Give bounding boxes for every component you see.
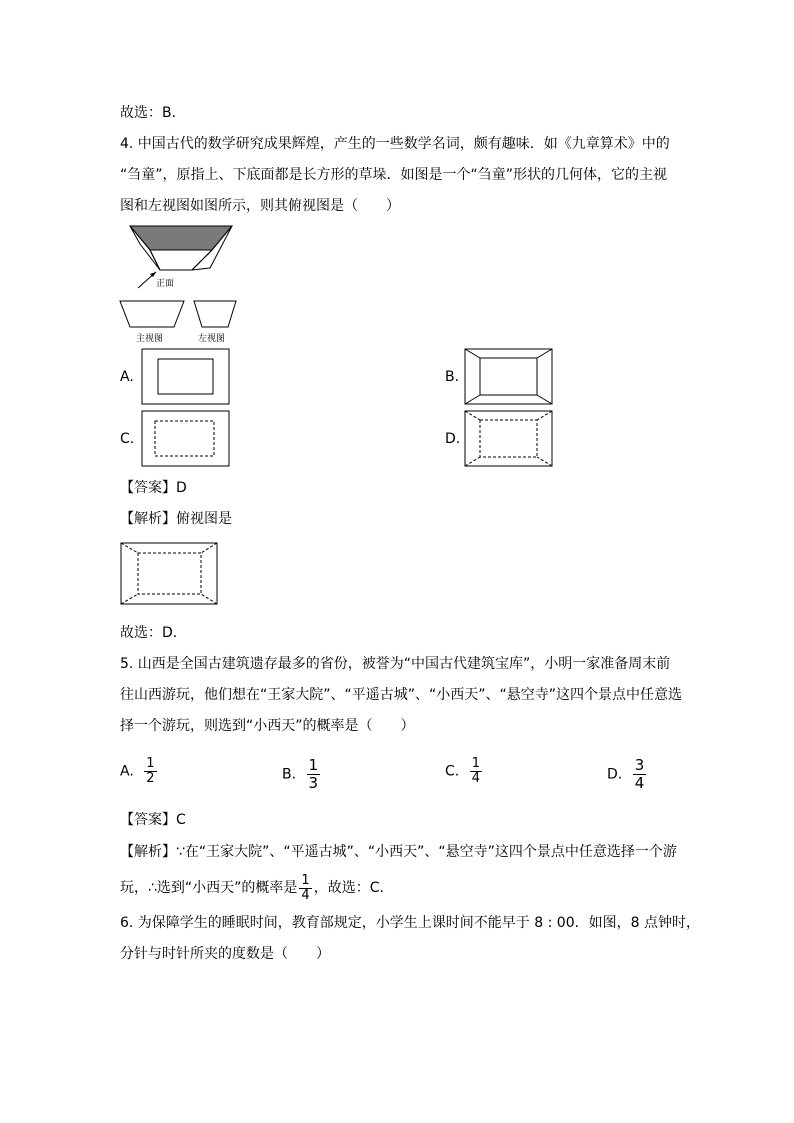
q5-option-a-label: A. (120, 763, 134, 780)
q5-option-d-label: D. (607, 766, 623, 783)
q5-option-c-label: C. (445, 763, 460, 780)
fraction-denominator: 4 (471, 771, 480, 786)
fraction-denominator: 3 (308, 774, 319, 792)
q5-stem-line-3: 择一个游玩，则选到“小西天”的概率是（ ） (120, 718, 415, 734)
q5-option-b (282, 757, 320, 792)
q3-conclusion: 故选：B． (120, 105, 186, 121)
q5-analysis-fraction (299, 874, 311, 903)
q5-option-c-fraction (470, 757, 482, 786)
main-view-figure (120, 300, 190, 330)
q5-analysis-text-pre: 玩，∴选到“小西天”的概率是 (120, 880, 298, 896)
fraction-denominator: 2 (146, 771, 155, 786)
q4-answer: 【答案】D (120, 480, 187, 496)
fraction-numerator: 1 (308, 756, 319, 774)
q5-analysis-text-post: ，故选：C. (313, 880, 384, 896)
fraction-numerator: 1 (146, 756, 155, 771)
q5-option-c (445, 757, 482, 786)
q5-option-d (607, 757, 646, 792)
front-label: 正面 (156, 279, 175, 289)
fraction-numerator: 1 (301, 872, 310, 888)
q4-stem-line-1: 4. 中国古代的数学研究成果辉煌，产生的一些数学名词，颇有趣味．如《九章算术》中的 (120, 136, 670, 152)
q4-stem-line-2: “刍童”，原指上、下底面都是长方形的草垛．如图是一个“刍童”形状的几何体，它的主视 (120, 167, 668, 183)
fraction-numerator: 3 (634, 756, 645, 774)
chutong-solid-figure (120, 224, 240, 294)
q5-answer: 【答案】C (120, 812, 186, 828)
q5-option-a-fraction (144, 757, 156, 786)
left-view-label: 左视图 (198, 334, 226, 344)
q5-analysis-line-1: 【解析】∵在“王家大院”、“平遥古城”、“小西天”、“悬空寺”这四个景点中任意选择一个游 (120, 844, 677, 860)
q4-option-d-label: D. (445, 431, 461, 447)
q5-stem-line-2: 往山西游玩，他们想在“王家大院”、“平遥古城”、“小西天”、“悬空寺”这四个景点中任意选 (120, 687, 683, 703)
q5-option-a (120, 757, 157, 786)
q4-analysis-figure (120, 542, 220, 606)
left-view-figure (194, 300, 238, 330)
q5-analysis-line-2 (120, 873, 384, 903)
fraction-denominator: 4 (634, 774, 645, 792)
q4-option-d-figure (464, 410, 554, 468)
q4-conclusion: 故选：D． (120, 625, 187, 641)
q5-stem-line-1: 5. 山西是全国古建筑遗存最多的省份，被誉为“中国古代建筑宝库”，小明一家准备周末前 (120, 656, 671, 672)
q4-option-c-label: C. (120, 431, 135, 447)
q6-stem-line-1: 6. 为保障学生的睡眠时间，教育部规定，小学生上课时间不能早于 8 : 00．如图，8 点钟时， (120, 915, 700, 931)
q4-option-a-figure (141, 348, 231, 406)
q4-option-c-figure (141, 410, 231, 468)
q4-analysis: 【解析】俯视图是 (120, 511, 232, 527)
fraction-numerator: 1 (471, 756, 480, 771)
q4-option-b-figure (464, 348, 554, 406)
q5-option-b-label: B. (282, 766, 297, 783)
q5-option-d-fraction (633, 757, 647, 792)
q4-option-a-label: A. (120, 369, 134, 385)
fraction-denominator: 4 (301, 887, 310, 903)
q5-option-b-fraction (307, 757, 321, 792)
q6-stem-line-2: 分针与时针所夹的度数是（ ） (120, 946, 330, 962)
q4-option-b-label: B. (445, 369, 460, 385)
q4-stem-line-3: 图和左视图如图所示，则其俯视图是（ ） (120, 198, 400, 214)
main-view-label: 主视图 (136, 334, 164, 344)
